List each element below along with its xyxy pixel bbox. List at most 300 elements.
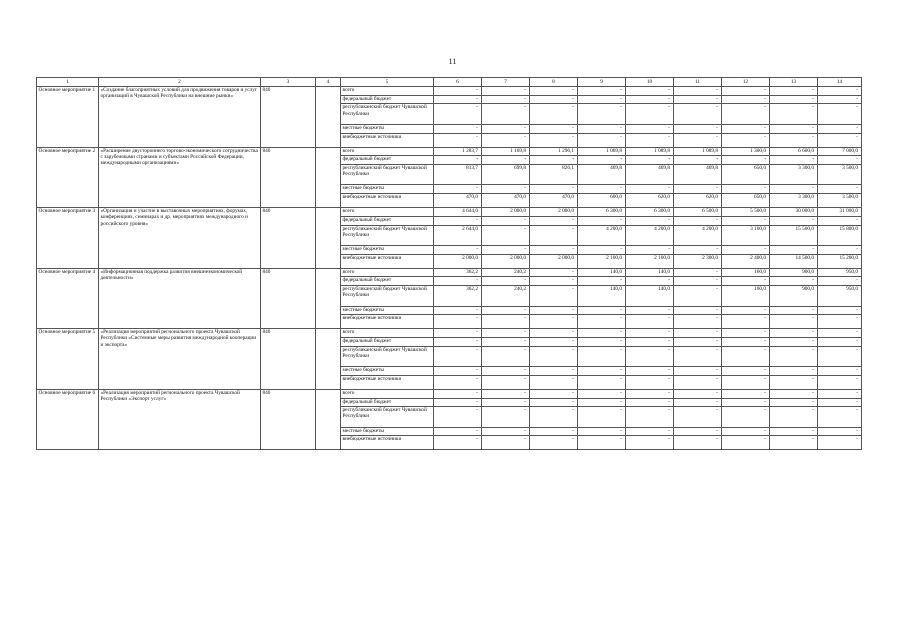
value-cell: -: [434, 436, 482, 450]
value-cell: 699,8: [482, 164, 530, 185]
funding-source: федеральный бюджет: [341, 337, 434, 346]
value-cell: -: [626, 315, 674, 329]
value-cell: -: [722, 407, 770, 428]
value-cell: -: [722, 436, 770, 450]
empty-cell: [316, 329, 341, 390]
value-cell: 3 500,0: [818, 164, 862, 185]
value-cell: -: [530, 329, 578, 338]
value-cell: -: [722, 216, 770, 225]
value-cell: -: [770, 87, 818, 96]
value-cell: -: [482, 306, 530, 315]
value-cell: -: [578, 156, 626, 165]
value-cell: -: [578, 124, 626, 133]
value-cell: -: [482, 95, 530, 104]
value-cell: -: [818, 87, 862, 96]
value-cell: -: [818, 337, 862, 346]
executor-code: 840: [261, 87, 316, 148]
value-cell: -: [482, 277, 530, 286]
value-cell: -: [530, 95, 578, 104]
value-cell: -: [722, 133, 770, 147]
value-cell: -: [770, 216, 818, 225]
funding-source: федеральный бюджет: [341, 277, 434, 286]
funding-source: местные бюджеты: [341, 185, 434, 194]
value-cell: -: [578, 185, 626, 194]
funding-source: республиканский бюджет Чувашской Республики: [341, 225, 434, 246]
funding-source: внебюджетные источники: [341, 375, 434, 389]
funding-source: внебюджетные источники: [341, 194, 434, 208]
value-cell: -: [626, 306, 674, 315]
value-cell: -: [818, 133, 862, 147]
value-cell: -: [482, 398, 530, 407]
value-cell: 3 100,0: [722, 225, 770, 246]
value-cell: 950,0: [818, 286, 862, 307]
value-cell: -: [530, 306, 578, 315]
executor-code: 840: [261, 329, 316, 390]
value-cell: -: [722, 156, 770, 165]
value-cell: -: [674, 329, 722, 338]
value-cell: -: [434, 156, 482, 165]
value-cell: 470,0: [434, 194, 482, 208]
value-cell: -: [482, 246, 530, 255]
funding-source: всего: [341, 147, 434, 156]
value-cell: 1 069,8: [578, 147, 626, 156]
value-cell: -: [578, 427, 626, 436]
value-cell: -: [770, 337, 818, 346]
value-cell: -: [626, 398, 674, 407]
value-cell: -: [482, 133, 530, 147]
value-cell: -: [434, 277, 482, 286]
value-cell: -: [530, 216, 578, 225]
value-cell: 620,0: [674, 194, 722, 208]
value-cell: 14 500,0: [770, 254, 818, 268]
value-cell: -: [530, 133, 578, 147]
value-cell: 140,0: [578, 268, 626, 277]
value-cell: 3 300,0: [770, 194, 818, 208]
value-cell: -: [530, 124, 578, 133]
value-cell: -: [818, 124, 862, 133]
value-cell: 2 644,0: [434, 225, 482, 246]
value-cell: -: [530, 375, 578, 389]
value-cell: -: [626, 133, 674, 147]
value-cell: -: [770, 315, 818, 329]
value-cell: -: [626, 329, 674, 338]
value-cell: -: [722, 277, 770, 286]
header-row: [37, 78, 862, 87]
value-cell: -: [578, 346, 626, 367]
value-cell: -: [626, 277, 674, 286]
empty-cell: [316, 87, 341, 148]
value-cell: -: [818, 306, 862, 315]
value-cell: -: [530, 389, 578, 398]
value-cell: -: [674, 346, 722, 367]
value-cell: -: [818, 407, 862, 428]
value-cell: 470,0: [530, 194, 578, 208]
header-cell: 5: [341, 78, 434, 87]
funding-source: федеральный бюджет: [341, 156, 434, 165]
value-cell: 469,8: [674, 164, 722, 185]
value-cell: -: [482, 216, 530, 225]
value-cell: -: [434, 306, 482, 315]
value-cell: 30 000,0: [770, 208, 818, 217]
value-cell: -: [434, 407, 482, 428]
executor-code: 840: [261, 268, 316, 329]
funding-source: внебюджетные источники: [341, 254, 434, 268]
value-cell: -: [578, 329, 626, 338]
value-cell: -: [434, 246, 482, 255]
funding-source: внебюджетные источники: [341, 315, 434, 329]
value-cell: -: [482, 346, 530, 367]
value-cell: -: [434, 216, 482, 225]
value-cell: -: [674, 87, 722, 96]
table-row: [37, 389, 862, 398]
value-cell: 2 000,0: [530, 254, 578, 268]
event-name: Основное мероприятие 6: [37, 389, 99, 450]
value-cell: -: [722, 124, 770, 133]
value-cell: -: [626, 216, 674, 225]
value-cell: 4 200,0: [578, 225, 626, 246]
value-cell: -: [482, 407, 530, 428]
value-cell: -: [722, 337, 770, 346]
value-cell: -: [674, 398, 722, 407]
value-cell: -: [770, 407, 818, 428]
value-cell: -: [818, 367, 862, 376]
funding-source: местные бюджеты: [341, 124, 434, 133]
value-cell: 140,0: [626, 268, 674, 277]
value-cell: 4 200,0: [674, 225, 722, 246]
header-cell: 2: [99, 78, 261, 87]
value-cell: -: [770, 277, 818, 286]
value-cell: -: [578, 277, 626, 286]
value-cell: -: [626, 389, 674, 398]
value-cell: -: [482, 389, 530, 398]
value-cell: -: [578, 375, 626, 389]
value-cell: -: [434, 367, 482, 376]
value-cell: 6 300,0: [626, 208, 674, 217]
value-cell: -: [674, 436, 722, 450]
value-cell: -: [578, 337, 626, 346]
funding-source: республиканский бюджет Чувашской Республики: [341, 104, 434, 125]
value-cell: -: [674, 407, 722, 428]
header-cell: 7: [482, 78, 530, 87]
value-cell: -: [482, 315, 530, 329]
value-cell: 1 089,8: [674, 147, 722, 156]
value-cell: -: [770, 375, 818, 389]
empty-cell: [316, 208, 341, 269]
event-name: Основное мероприятие 3: [37, 208, 99, 269]
funding-source: федеральный бюджет: [341, 398, 434, 407]
value-cell: -: [530, 246, 578, 255]
value-cell: -: [674, 286, 722, 307]
value-cell: -: [626, 124, 674, 133]
value-cell: -: [578, 133, 626, 147]
value-cell: -: [434, 337, 482, 346]
value-cell: -: [626, 95, 674, 104]
value-cell: -: [626, 185, 674, 194]
value-cell: -: [818, 436, 862, 450]
value-cell: -: [674, 156, 722, 165]
value-cell: -: [530, 436, 578, 450]
table-row: [37, 147, 862, 156]
header-cell: 1: [37, 78, 99, 87]
event-description: «Организация и участие в выставочных мероприятиях, форумах, конференциях, семинарах и др. мероприятиях международного и российского уровня»: [99, 208, 261, 269]
value-cell: -: [578, 246, 626, 255]
value-cell: -: [578, 407, 626, 428]
value-cell: -: [770, 156, 818, 165]
value-cell: 240,2: [482, 268, 530, 277]
event-name: Основное мероприятие 5: [37, 329, 99, 390]
value-cell: -: [626, 156, 674, 165]
value-cell: -: [434, 427, 482, 436]
header-cell: 3: [261, 78, 316, 87]
value-cell: -: [626, 87, 674, 96]
page-number: 11: [448, 57, 457, 66]
event-description: «Реализация мероприятий регионального проекта Чувашской Республики «Экспорт услуг»: [99, 389, 261, 450]
value-cell: -: [770, 124, 818, 133]
header-cell: 11: [674, 78, 722, 87]
value-cell: -: [722, 104, 770, 125]
value-cell: -: [530, 367, 578, 376]
value-cell: -: [434, 398, 482, 407]
value-cell: -: [626, 246, 674, 255]
value-cell: -: [674, 337, 722, 346]
value-cell: 470,0: [482, 194, 530, 208]
executor-code: 840: [261, 147, 316, 208]
value-cell: -: [482, 375, 530, 389]
value-cell: -: [674, 95, 722, 104]
value-cell: -: [482, 185, 530, 194]
empty-cell: [316, 147, 341, 208]
value-cell: -: [674, 268, 722, 277]
value-cell: 3 300,0: [770, 164, 818, 185]
value-cell: 469,8: [626, 164, 674, 185]
value-cell: 6 300,0: [578, 208, 626, 217]
table-row: [37, 268, 862, 277]
value-cell: -: [626, 427, 674, 436]
value-cell: -: [482, 124, 530, 133]
value-cell: 1 300,0: [722, 147, 770, 156]
value-cell: -: [722, 306, 770, 315]
value-cell: 900,0: [770, 286, 818, 307]
value-cell: -: [626, 375, 674, 389]
value-cell: -: [818, 156, 862, 165]
value-cell: 2 300,0: [674, 254, 722, 268]
value-cell: -: [674, 367, 722, 376]
value-cell: -: [482, 87, 530, 96]
funding-source: местные бюджеты: [341, 427, 434, 436]
value-cell: -: [434, 185, 482, 194]
value-cell: -: [722, 427, 770, 436]
value-cell: -: [626, 436, 674, 450]
value-cell: 4 644,0: [434, 208, 482, 217]
event-description: «Реализация мероприятий регионального проекта Чувашской Республики «Системные меры развития международной кооперации и экспорта»: [99, 329, 261, 390]
value-cell: 900,0: [770, 268, 818, 277]
funding-source: всего: [341, 87, 434, 96]
value-cell: 15 800,0: [818, 225, 862, 246]
funding-source: внебюджетные источники: [341, 133, 434, 147]
value-cell: 2 000,0: [530, 208, 578, 217]
value-cell: -: [770, 95, 818, 104]
value-cell: -: [818, 104, 862, 125]
funding-source: всего: [341, 208, 434, 217]
funding-source: внебюджетные источники: [341, 436, 434, 450]
value-cell: 2 000,0: [434, 254, 482, 268]
value-cell: -: [674, 185, 722, 194]
value-cell: -: [530, 407, 578, 428]
value-cell: 2 000,0: [482, 208, 530, 217]
value-cell: 5 500,0: [722, 208, 770, 217]
value-cell: -: [530, 277, 578, 286]
value-cell: -: [770, 306, 818, 315]
funding-source: местные бюджеты: [341, 367, 434, 376]
funding-source: республиканский бюджет Чувашской Республики: [341, 286, 434, 307]
value-cell: -: [530, 185, 578, 194]
value-cell: -: [578, 104, 626, 125]
value-cell: -: [722, 375, 770, 389]
value-cell: -: [818, 95, 862, 104]
value-cell: -: [722, 329, 770, 338]
value-cell: -: [578, 216, 626, 225]
value-cell: -: [578, 367, 626, 376]
value-cell: -: [674, 216, 722, 225]
value-cell: -: [578, 398, 626, 407]
value-cell: -: [818, 277, 862, 286]
value-cell: -: [770, 367, 818, 376]
value-cell: -: [722, 367, 770, 376]
header-cell: 8: [530, 78, 578, 87]
executor-code: 840: [261, 208, 316, 269]
value-cell: -: [530, 286, 578, 307]
header-cell: 14: [818, 78, 862, 87]
table-row: [37, 208, 862, 217]
value-cell: -: [770, 389, 818, 398]
value-cell: 362,2: [434, 268, 482, 277]
funding-source: республиканский бюджет Чувашской Республики: [341, 407, 434, 428]
value-cell: 140,0: [626, 286, 674, 307]
value-cell: -: [770, 329, 818, 338]
header-cell: 9: [578, 78, 626, 87]
funding-source: местные бюджеты: [341, 306, 434, 315]
value-cell: 2 400,0: [722, 254, 770, 268]
value-cell: -: [482, 225, 530, 246]
value-cell: -: [530, 337, 578, 346]
value-cell: -: [674, 277, 722, 286]
value-cell: -: [818, 216, 862, 225]
value-cell: -: [530, 87, 578, 96]
value-cell: -: [578, 87, 626, 96]
value-cell: 1 283,7: [434, 147, 482, 156]
header-cell: 6: [434, 78, 482, 87]
value-cell: -: [818, 375, 862, 389]
budget-table: [36, 77, 862, 450]
value-cell: 160,0: [722, 286, 770, 307]
value-cell: -: [530, 315, 578, 329]
value-cell: 1 169,8: [482, 147, 530, 156]
value-cell: 1 296,1: [530, 147, 578, 156]
value-cell: 240,2: [482, 286, 530, 307]
value-cell: -: [818, 315, 862, 329]
value-cell: -: [434, 389, 482, 398]
event-description: «Создание благоприятных условий для продвижения товаров и услуг организаций в Чувашской Республики на внешние рынки»: [99, 87, 261, 148]
event-name: Основное мероприятие 4: [37, 268, 99, 329]
value-cell: -: [530, 268, 578, 277]
value-cell: -: [626, 104, 674, 125]
value-cell: -: [770, 346, 818, 367]
value-cell: 4 200,0: [626, 225, 674, 246]
value-cell: 600,0: [578, 194, 626, 208]
value-cell: -: [674, 133, 722, 147]
value-cell: -: [482, 436, 530, 450]
value-cell: -: [578, 95, 626, 104]
funding-source: всего: [341, 268, 434, 277]
value-cell: -: [722, 87, 770, 96]
funding-source: всего: [341, 389, 434, 398]
header-cell: 12: [722, 78, 770, 87]
value-cell: -: [818, 185, 862, 194]
value-cell: -: [434, 124, 482, 133]
value-cell: -: [818, 329, 862, 338]
funding-source: республиканский бюджет Чувашской Республики: [341, 164, 434, 185]
value-cell: -: [530, 398, 578, 407]
value-cell: -: [674, 375, 722, 389]
value-cell: -: [434, 133, 482, 147]
event-name: Основное мероприятие 1: [37, 87, 99, 148]
value-cell: 140,0: [578, 286, 626, 307]
value-cell: -: [626, 346, 674, 367]
value-cell: -: [770, 398, 818, 407]
value-cell: 15 200,0: [818, 254, 862, 268]
value-cell: -: [482, 104, 530, 125]
value-cell: -: [674, 315, 722, 329]
value-cell: -: [482, 329, 530, 338]
value-cell: -: [818, 389, 862, 398]
value-cell: 3 500,0: [818, 194, 862, 208]
value-cell: -: [482, 337, 530, 346]
value-cell: 2 100,0: [626, 254, 674, 268]
funding-source: республиканский бюджет Чувашской Республики: [341, 346, 434, 367]
executor-code: 840: [261, 389, 316, 450]
header-cell: 10: [626, 78, 674, 87]
value-cell: -: [722, 346, 770, 367]
value-cell: 650,0: [722, 194, 770, 208]
value-cell: -: [770, 436, 818, 450]
header-cell: 13: [770, 78, 818, 87]
value-cell: 1 089,8: [626, 147, 674, 156]
value-cell: -: [434, 346, 482, 367]
value-cell: -: [818, 246, 862, 255]
empty-cell: [316, 389, 341, 450]
value-cell: -: [434, 375, 482, 389]
value-cell: -: [530, 427, 578, 436]
value-cell: -: [722, 95, 770, 104]
empty-cell: [316, 268, 341, 329]
value-cell: -: [434, 315, 482, 329]
value-cell: 2 000,0: [482, 254, 530, 268]
value-cell: -: [434, 95, 482, 104]
event-description: «Расширение двустороннего торгово-экономического сотрудничества с зарубежными странами и субъектами Российской Федерации, международными организациями»: [99, 147, 261, 208]
value-cell: -: [770, 133, 818, 147]
event-name: Основное мероприятие 2: [37, 147, 99, 208]
value-cell: -: [674, 427, 722, 436]
event-description: «Информационная поддержка развития внешнеэкономической деятельности»: [99, 268, 261, 329]
value-cell: -: [722, 398, 770, 407]
value-cell: -: [530, 225, 578, 246]
table-row: [37, 329, 862, 338]
value-cell: -: [530, 346, 578, 367]
value-cell: -: [722, 315, 770, 329]
value-cell: -: [626, 407, 674, 428]
header-cell: 4: [316, 78, 341, 87]
value-cell: -: [722, 246, 770, 255]
